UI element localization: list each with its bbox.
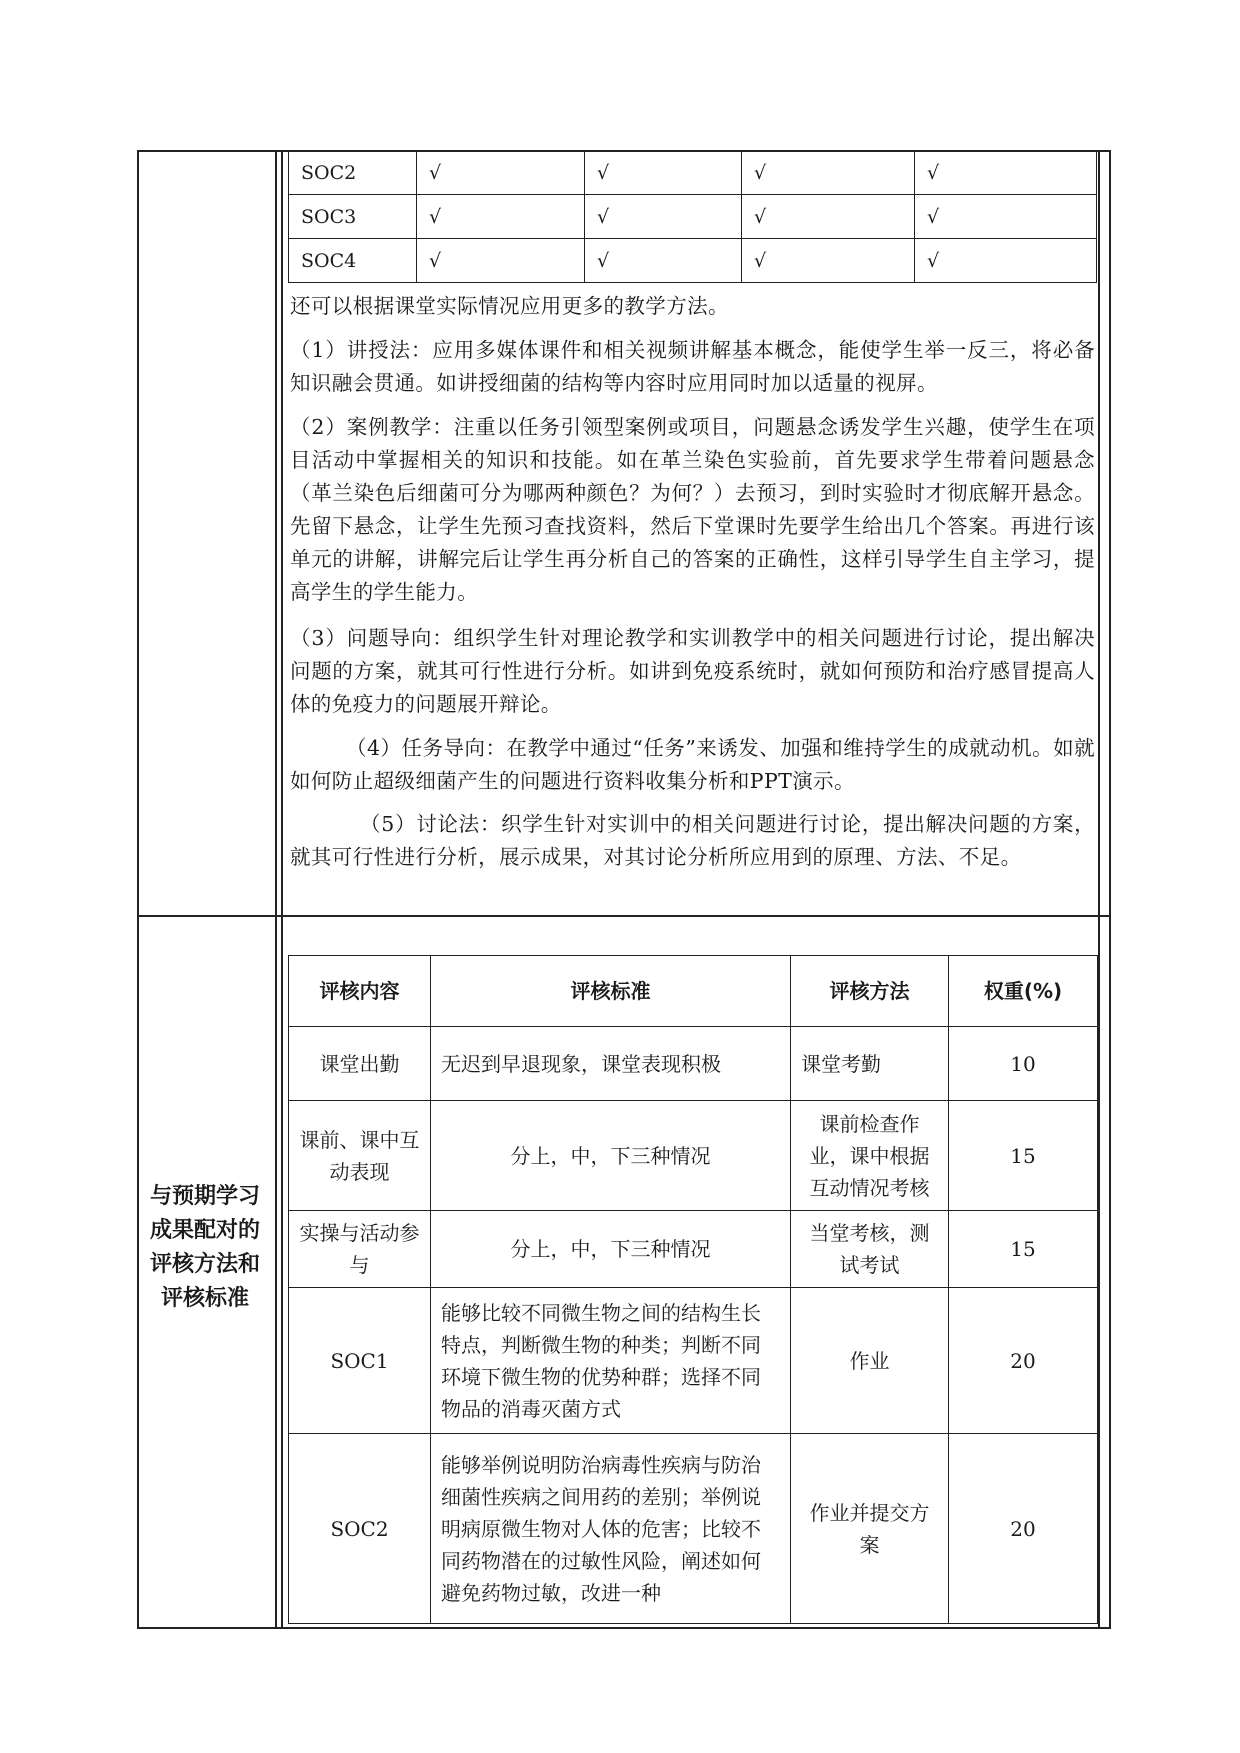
- method-paragraph-2: （2）案例教学：注重以任务引领型案例或项目，问题悬念诱发学生兴趣，使学生在项目活动中掌握相关的知识和技能。如在革兰染色实验前，首先要求学生带着问题悬念（革兰染色后细菌可分为哪两种颜色？为何？）去预习，到时实验时才彻底解开悬念。先留下悬念，让学生先预习查找资料，然后下堂课时先要学生给出几个答案。再进行该单元的讲解，讲解完后让学生再分析自己的答案的正确性，这样引导学生自主学习，提高学生的学生能力。: [290, 415, 1095, 604]
- table-row: [289, 1027, 1098, 1101]
- header-weight: 权重(%): [949, 956, 1098, 1027]
- section-divider: [137, 915, 1111, 917]
- row-method: 课前检查作业，课中根据互动情况考核: [791, 1101, 949, 1211]
- row-weight: 20: [949, 1434, 1098, 1624]
- check-mark: √: [585, 239, 742, 283]
- check-mark: √: [417, 195, 585, 239]
- row-item: 课前、课中互动表现: [289, 1101, 431, 1211]
- row-standard: 能够比较不同微生物之间的结构生长特点，判断微生物的种类；判断不同环境下微生物的优势种群；选择不同物品的消毒灭菌方式: [431, 1288, 791, 1434]
- row-weight: 10: [949, 1027, 1098, 1101]
- row-item: 实操与活动参与: [289, 1211, 431, 1288]
- table-row: [289, 1101, 1098, 1211]
- check-mark: √: [417, 239, 585, 283]
- assessment-section-label: 与预期学习成果配对的评核方法和评核标准: [149, 1184, 260, 1311]
- row-item: SOC1: [289, 1288, 431, 1434]
- row-method: 作业并提交方案: [791, 1434, 949, 1624]
- check-mark: √: [742, 151, 915, 195]
- row-method: 作业: [791, 1288, 949, 1434]
- method-paragraph-4: （4）任务导向：在教学中通过“任务”来诱发、加强和维持学生的成就动机。如就如何防止超级细菌产生的问题进行资料收集分析和PPT演示。: [290, 736, 1095, 793]
- header-item: 评核内容: [289, 956, 431, 1027]
- row-method: 课堂考勤: [791, 1027, 949, 1101]
- table-row: [289, 1434, 1098, 1624]
- row-item: SOC2: [289, 1434, 431, 1624]
- assessment-table: [288, 955, 1098, 1624]
- row-weight: 20: [949, 1288, 1098, 1434]
- row-item: 课堂出勤: [289, 1027, 431, 1101]
- method-paragraph-1: （1）讲授法：应用多媒体课件和相关视频讲解基本概念，能使学生举一反三，将必备知识融会贯通。如讲授细菌的结构等内容时应用同时加以适量的视屏。: [290, 338, 1095, 395]
- check-mark: √: [585, 195, 742, 239]
- check-mark: √: [915, 151, 1097, 195]
- bottom-border: [137, 1627, 1111, 1629]
- left-column-divider-1: [275, 150, 277, 1629]
- row-standard: 能够举例说明防治病毒性疾病与防治细菌性疾病之间用药的差别；举例说明病原微生物对人体的危害；比较不同药物潜在的过敏性风险，阐述如何避免药物过敏，改进一种: [431, 1434, 791, 1624]
- check-mark: √: [915, 195, 1097, 239]
- right-inner-divider: [1098, 150, 1100, 1629]
- table-row: [289, 1288, 1098, 1434]
- method-paragraph-5: （5）讨论法：织学生针对实训中的相关问题进行讨论，提出解决问题的方案，就其可行性进行分析，展示成果，对其讨论分析所应用到的原理、方法、不足。: [290, 812, 1095, 869]
- row-weight: 15: [949, 1101, 1098, 1211]
- method-paragraph-3: （3）问题导向：组织学生针对理论教学和实训教学中的相关问题进行讨论，提出解决问题的方案，就其可行性进行分析。如讲到免疫系统时，就如何预防和治疗感冒提高人体的免疫力的问题展开辩论。: [290, 626, 1095, 716]
- check-mark: √: [742, 239, 915, 283]
- row-standard: 无迟到早退现象，课堂表现积极: [431, 1027, 791, 1101]
- table-row: [289, 239, 1097, 283]
- table-row: [289, 1211, 1098, 1288]
- table-row: [289, 195, 1097, 239]
- row-method: 当堂考核，测试考试: [791, 1211, 949, 1288]
- left-column-divider-2: [281, 150, 283, 1629]
- soc-method-table: [288, 150, 1097, 283]
- header-standard: 评核标准: [431, 956, 791, 1027]
- soc-code: SOC2: [289, 151, 417, 195]
- soc-code: SOC4: [289, 239, 417, 283]
- row-weight: 15: [949, 1211, 1098, 1288]
- table-row: [289, 151, 1097, 195]
- check-mark: √: [585, 151, 742, 195]
- header-method: 评核方法: [791, 956, 949, 1027]
- soc-code: SOC3: [289, 195, 417, 239]
- row-standard: 分上，中，下三种情况: [431, 1101, 791, 1211]
- intro-paragraph: 还可以根据课堂实际情况应用更多的教学方法。: [290, 294, 729, 318]
- table-header-row: [289, 956, 1098, 1027]
- check-mark: √: [417, 151, 585, 195]
- check-mark: √: [742, 195, 915, 239]
- row-standard: 分上，中，下三种情况: [431, 1211, 791, 1288]
- check-mark: √: [915, 239, 1097, 283]
